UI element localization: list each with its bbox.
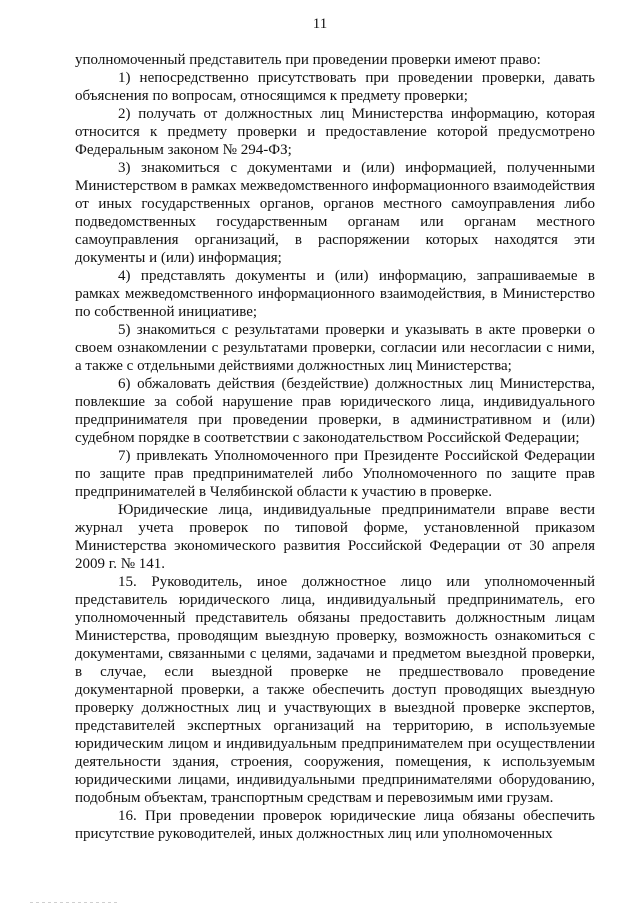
page-number: 11 bbox=[312, 16, 328, 32]
document-body bbox=[75, 51, 595, 843]
paragraph-clause-15: 15. Руководитель, иное должностное лицо или уполномоченный представитель юридического лица, индивидуальный предприниматель, его уполномоченный представитель обязаны предоставить должностным лицам Министерства, проводящим выездную проверку, возможность ознакомиться с документами, связанными с целями, задачами и предметом выездной проверки, в случае, если выездной проверке не предшествовало проведение документарной проверки, а также обеспечить доступ проводящих выездную проверку должностных лиц и участвующих в выездной проверке экспертов, представителей экспертных организаций на территорию, в используемые юридическим лицом и индивидуальным предпринимателем при осуществлении деятельности здания, строения, сооружения, помещения, к используемым юридическими лицами, индивидуальными предпринимателями оборудованию, подобным объектам, транспортным средствам и перевозимым ими грузам. bbox=[75, 574, 595, 806]
paragraph-right-4: 4) представлять документы и (или) информацию, запрашиваемые в рамках межведомственного информационного взаимодействия, в Министерство по собственной инициативе; bbox=[75, 268, 595, 320]
paragraph-right-5: 5) знакомиться с результатами проверки и указывать в акте проверки о своем ознакомлении с результатами проверки, согласии или несогласии с ними, а также с отдельными действиями должностных лиц Министерства; bbox=[75, 322, 595, 374]
paragraph-right-2: 2) получать от должностных лиц Министерства информацию, которая относится к предмету проверки и предоставление которой предусмотрено Федеральным законом № 294-ФЗ; bbox=[75, 106, 595, 158]
paragraph-right-3: 3) знакомиться с документами и (или) информацией, полученными Министерством в рамках межведомственного информационного взаимодействия от иных государственных органов, органов местного самоуправления либо подведомственных государственным органам или органам местного самоуправления организаций, в распоряжении которых находятся эти документы и (или) информация; bbox=[75, 160, 595, 266]
paragraph-continuation: уполномоченный представитель при проведении проверки имеют право: bbox=[75, 52, 541, 68]
paragraph-clause-16: 16. При проведении проверок юридические лица обязаны обеспечить присутствие руководителей, иных должностных лиц или уполномоченных bbox=[75, 808, 595, 842]
paragraph-right-6: 6) обжаловать действия (бездействие) должностных лиц Министерства, повлекшие за собой нарушение прав юридического лица, индивидуального предпринимателя при проведении проверки, в административном и (или) судебном порядке в соответствии с законодательством Российской Федерации; bbox=[75, 376, 595, 446]
paragraph-journal: Юридические лица, индивидуальные предприниматели вправе вести журнал учета проверок по типовой форме, установленной приказом Министерства экономического развития Российской Федерации от 30 апреля 2009 г. № 141. bbox=[75, 502, 595, 572]
paragraph-right-7: 7) привлекать Уполномоченного при Президенте Российской Федерации по защите прав предпринимателей либо Уполномоченного по защите прав предпринимателей в Челябинской области к участию в проверке. bbox=[75, 448, 595, 500]
paragraph-right-1: 1) непосредственно присутствовать при проведении проверки, давать объяснения по вопросам, относящимся к предмету проверки; bbox=[75, 70, 595, 104]
scan-edge-mark bbox=[30, 902, 120, 903]
